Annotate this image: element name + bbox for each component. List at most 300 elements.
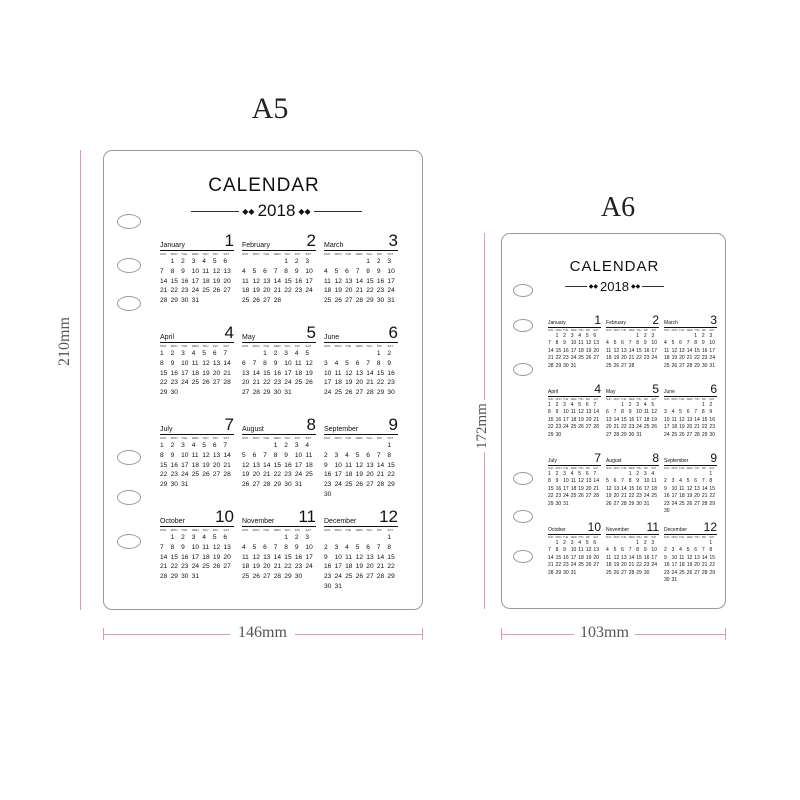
day-cell: 24 xyxy=(191,287,200,295)
day-cell: 16 xyxy=(664,562,670,569)
weekday-header-row xyxy=(548,329,601,332)
day-cell: 15 xyxy=(694,347,700,354)
day-cell: 9 xyxy=(563,547,566,554)
day-cell: 18 xyxy=(664,355,670,362)
day-cell: 25 xyxy=(202,287,210,295)
day-cell: 30 xyxy=(273,389,282,397)
day-cell: 2 xyxy=(284,442,288,449)
day-cell: 2 xyxy=(643,540,647,546)
day-cell: 17 xyxy=(563,416,569,423)
day-cell: 5 xyxy=(613,340,617,347)
weekday-label: THU xyxy=(636,536,642,539)
day-cell: 25 xyxy=(345,573,353,581)
day-cell: 20 xyxy=(223,277,231,285)
day-cell: 23 xyxy=(628,424,635,431)
day-cell: 2 xyxy=(628,402,632,408)
day-cell: 3 xyxy=(636,402,640,408)
day-cell: 2 xyxy=(555,402,559,408)
day-cell: 26 xyxy=(355,573,364,581)
day-cell: 13 xyxy=(366,553,374,561)
weekday-label: THU xyxy=(636,467,642,470)
weekday-label: TUE xyxy=(345,344,352,348)
day-cell: 24 xyxy=(570,355,577,362)
day-cell: 3 xyxy=(671,478,675,485)
day-cell: 17 xyxy=(664,424,670,431)
day-cell: 4 xyxy=(570,402,574,408)
day-cell: 23 xyxy=(555,493,562,500)
day-cell: 12 xyxy=(252,553,260,561)
day-cell: 15 xyxy=(709,485,715,492)
day-grid xyxy=(324,441,398,500)
day-cell: 28 xyxy=(223,471,231,479)
day-cell: 7 xyxy=(273,543,278,551)
day-cell: 24 xyxy=(294,471,303,479)
weekday-label: SAT xyxy=(593,536,599,539)
day-cell: 27 xyxy=(585,424,592,431)
day-cell: 9 xyxy=(555,478,559,485)
day-cell: 23 xyxy=(563,355,569,362)
day-cell: 20 xyxy=(621,355,627,362)
day-cell: 15 xyxy=(709,554,715,561)
day-cell: 9 xyxy=(170,451,175,459)
day-cell: 27 xyxy=(242,389,250,397)
day-cell: 24 xyxy=(664,431,670,438)
weekday-label: SAT xyxy=(387,436,394,440)
day-cell: 24 xyxy=(643,493,650,500)
weekday-label: SUN xyxy=(606,467,612,470)
weekday-label: SAT xyxy=(223,436,230,440)
day-cell: 17 xyxy=(181,369,189,377)
day-cell: 10 xyxy=(387,267,395,275)
rule-line xyxy=(565,286,587,287)
empty-day-cell xyxy=(687,402,695,409)
day-cell: 4 xyxy=(606,547,609,554)
day-cell: 30 xyxy=(170,481,178,489)
weekday-label: MON xyxy=(170,344,178,348)
day-cell: 4 xyxy=(305,442,310,449)
day-cell: 6 xyxy=(593,540,597,546)
day-cell: 30 xyxy=(324,490,332,498)
day-cell: 19 xyxy=(686,493,693,500)
month-block-october xyxy=(548,520,601,577)
empty-day-cell xyxy=(345,257,356,267)
day-cell: 20 xyxy=(263,563,271,571)
day-cell: 5 xyxy=(334,267,339,275)
day-cell: 15 xyxy=(621,416,627,423)
day-cell: 27 xyxy=(613,500,620,507)
day-cell: 11 xyxy=(242,277,249,285)
weekday-header-row xyxy=(324,252,398,256)
month-number: 3 xyxy=(388,231,398,250)
day-cell: 10 xyxy=(181,451,189,459)
day-cell: 21 xyxy=(366,379,374,387)
day-cell: 12 xyxy=(671,347,678,354)
month-number: 12 xyxy=(703,520,717,534)
day-cell: 30 xyxy=(709,431,715,438)
day-cell: 21 xyxy=(613,424,620,431)
weekday-label: FRI xyxy=(585,398,590,401)
month-block-december xyxy=(664,520,717,584)
day-cell: 5 xyxy=(355,451,360,459)
day-cell: 25 xyxy=(324,297,332,305)
empty-day-cell xyxy=(335,533,346,543)
day-cell: 31 xyxy=(334,582,342,590)
day-cell: 16 xyxy=(294,553,303,561)
day-cell: 15 xyxy=(263,369,271,377)
day-cell: 18 xyxy=(671,424,678,431)
month-name: November xyxy=(606,527,630,533)
day-cell: 2 xyxy=(563,333,566,339)
day-cell: 19 xyxy=(671,355,678,362)
day-cell: 28 xyxy=(593,493,599,500)
day-cell: 26 xyxy=(242,481,250,489)
day-cell: 26 xyxy=(606,500,612,507)
day-cell: 18 xyxy=(334,379,342,387)
day-cell: 28 xyxy=(593,424,599,431)
empty-day-cell xyxy=(629,333,637,340)
empty-day-cell xyxy=(253,257,264,267)
day-cell: 7 xyxy=(366,359,370,367)
day-cell: 7 xyxy=(694,409,698,416)
empty-day-cell xyxy=(253,349,264,359)
a6-size-label: A6 xyxy=(600,192,636,223)
day-cell: 2 xyxy=(181,258,185,265)
weekday-header-row xyxy=(606,398,659,401)
weekday-label: WED xyxy=(686,467,693,470)
day-cell: 3 xyxy=(643,471,647,477)
empty-day-cell xyxy=(629,540,637,547)
month-header xyxy=(664,520,717,535)
weekday-label: SUN xyxy=(324,528,331,532)
day-grid xyxy=(664,333,717,370)
day-cell: 19 xyxy=(613,355,620,362)
day-cell: 3 xyxy=(181,350,185,357)
binder-hole xyxy=(117,534,141,549)
day-cell: 11 xyxy=(202,267,210,275)
day-cell: 16 xyxy=(636,485,642,492)
day-cell: 14 xyxy=(701,554,708,561)
day-cell: 1 xyxy=(387,442,392,449)
day-cell: 26 xyxy=(305,379,313,387)
day-cell: 10 xyxy=(334,553,342,561)
day-cell: 18 xyxy=(345,563,353,571)
day-cell: 15 xyxy=(636,554,642,561)
day-cell: 13 xyxy=(345,277,353,285)
empty-day-cell xyxy=(377,441,388,451)
day-cell: 22 xyxy=(701,424,708,431)
day-cell: 4 xyxy=(202,534,206,541)
weekday-header-row xyxy=(324,436,398,440)
day-cell: 29 xyxy=(701,431,708,438)
day-cell: 5 xyxy=(202,442,206,449)
day-cell: 16 xyxy=(324,471,332,479)
weekday-label: SUN xyxy=(548,536,554,539)
month-number: 1 xyxy=(594,313,601,327)
day-cell: 5 xyxy=(305,350,310,357)
day-cell: 23 xyxy=(273,379,282,387)
month-number: 4 xyxy=(224,323,234,342)
weekday-label: MON xyxy=(334,252,342,256)
day-cell: 19 xyxy=(212,553,221,561)
day-cell: 26 xyxy=(355,481,364,489)
day-cell: 30 xyxy=(664,577,670,584)
day-cell: 12 xyxy=(613,347,620,354)
weekday-label: FRI xyxy=(701,398,706,401)
weekday-label: MON xyxy=(170,436,178,440)
day-cell: 19 xyxy=(252,563,260,571)
day-grid xyxy=(548,540,601,577)
day-cell: 24 xyxy=(570,562,577,569)
day-cell: 19 xyxy=(613,562,620,569)
empty-day-cell xyxy=(672,471,680,478)
weekday-label: FRI xyxy=(643,536,648,539)
binder-hole xyxy=(117,296,141,311)
empty-day-cell xyxy=(679,402,687,409)
empty-day-cell xyxy=(614,540,622,547)
day-cell: 20 xyxy=(694,562,700,569)
weekday-label: THU xyxy=(202,528,209,532)
weekday-label: WED xyxy=(355,252,363,256)
day-cell: 29 xyxy=(548,431,554,438)
day-grid xyxy=(606,471,659,508)
month-block-july xyxy=(160,417,234,490)
day-cell: 4 xyxy=(345,451,349,459)
day-cell: 6 xyxy=(686,409,690,416)
month-number: 8 xyxy=(306,415,316,434)
month-header xyxy=(664,313,717,328)
day-cell: 15 xyxy=(170,277,178,285)
day-cell: 11 xyxy=(570,478,576,485)
weekday-header-row xyxy=(242,252,316,256)
day-cell: 8 xyxy=(548,478,551,485)
day-cell: 20 xyxy=(212,461,221,469)
day-cell: 23 xyxy=(563,562,569,569)
day-cell: 21 xyxy=(701,562,708,569)
binder-hole xyxy=(513,284,533,297)
day-cell: 26 xyxy=(334,297,342,305)
weekday-label: THU xyxy=(366,436,373,440)
day-cell: 12 xyxy=(212,543,221,551)
day-cell: 25 xyxy=(305,471,313,479)
month-header xyxy=(160,233,234,251)
day-cell: 2 xyxy=(170,350,175,357)
day-cell: 20 xyxy=(366,563,374,571)
weekday-label: SAT xyxy=(223,252,230,256)
day-cell: 5 xyxy=(242,451,246,459)
day-cell: 30 xyxy=(701,362,708,369)
day-cell: 6 xyxy=(679,340,682,347)
weekday-label: SAT xyxy=(651,536,657,539)
day-cell: 4 xyxy=(643,402,647,408)
day-cell: 5 xyxy=(578,471,582,477)
day-cell: 25 xyxy=(242,573,250,581)
weekday-label: THU xyxy=(202,252,209,256)
day-cell: 22 xyxy=(284,287,292,295)
binder-hole xyxy=(117,214,141,229)
day-cell: 21 xyxy=(593,485,599,492)
day-cell: 11 xyxy=(664,347,670,354)
day-cell: 12 xyxy=(686,554,693,561)
day-cell: 27 xyxy=(621,362,627,369)
day-cell: 17 xyxy=(651,347,657,354)
day-cell: 30 xyxy=(563,569,569,576)
day-cell: 15 xyxy=(284,277,292,285)
day-cell: 6 xyxy=(366,451,370,459)
weekday-label: SAT xyxy=(593,398,599,401)
month-block-june xyxy=(324,325,398,398)
day-cell: 6 xyxy=(621,547,624,554)
day-cell: 25 xyxy=(345,481,353,489)
day-cell: 16 xyxy=(563,554,569,561)
day-cell: 1 xyxy=(376,350,381,357)
day-cell: 28 xyxy=(223,379,231,387)
weekday-label: MON xyxy=(671,398,678,401)
day-cell: 6 xyxy=(223,258,228,265)
month-header xyxy=(160,509,234,527)
day-cell: 14 xyxy=(613,416,620,423)
weekday-header-row xyxy=(160,252,234,256)
weekday-label: TUE xyxy=(563,467,569,470)
rule-line xyxy=(642,286,664,287)
weekday-label: TUE xyxy=(263,528,270,532)
month-number: 5 xyxy=(652,382,659,396)
day-cell: 18 xyxy=(345,471,353,479)
day-cell: 11 xyxy=(345,461,352,469)
month-name: December xyxy=(324,518,357,525)
day-cell: 27 xyxy=(593,355,599,362)
day-cell: 29 xyxy=(263,389,271,397)
day-cell: 24 xyxy=(651,562,657,569)
day-cell: 11 xyxy=(679,554,685,561)
day-cell: 31 xyxy=(181,481,189,489)
day-grid xyxy=(664,471,717,515)
empty-day-cell xyxy=(274,257,285,267)
day-cell: 9 xyxy=(181,267,185,275)
day-cell: 19 xyxy=(578,485,584,492)
day-cell: 11 xyxy=(305,451,313,459)
day-cell: 13 xyxy=(355,369,364,377)
weekday-label: THU xyxy=(366,252,373,256)
weekday-label: THU xyxy=(202,436,209,440)
day-cell: 24 xyxy=(387,287,395,295)
day-cell: 3 xyxy=(305,534,310,541)
day-cell: 7 xyxy=(223,442,228,449)
day-cell: 11 xyxy=(578,340,584,347)
day-cell: 28 xyxy=(263,481,271,489)
day-cell: 25 xyxy=(651,493,657,500)
day-cell: 12 xyxy=(585,547,592,554)
weekday-label: THU xyxy=(578,467,584,470)
month-block-november xyxy=(242,509,316,582)
weekday-label: WED xyxy=(628,398,635,401)
day-cell: 18 xyxy=(679,493,685,500)
weekday-label: FRI xyxy=(701,329,706,332)
day-cell: 11 xyxy=(606,347,612,354)
day-cell: 31 xyxy=(284,389,292,397)
month-header xyxy=(606,451,659,466)
month-block-january xyxy=(548,313,601,370)
empty-day-cell xyxy=(702,471,710,478)
weekday-label: MON xyxy=(252,528,260,532)
day-cell: 9 xyxy=(324,461,328,469)
day-cell: 2 xyxy=(563,540,566,546)
empty-day-cell xyxy=(614,402,622,409)
month-block-march xyxy=(664,313,717,370)
day-cell: 8 xyxy=(376,359,381,367)
day-cell: 10 xyxy=(651,340,657,347)
day-cell: 27 xyxy=(585,493,592,500)
a6-calendar-title: CALENDAR xyxy=(569,258,660,275)
day-cell: 10 xyxy=(305,543,313,551)
day-cell: 26 xyxy=(212,563,221,571)
weekday-label: WED xyxy=(686,329,693,332)
day-cell: 18 xyxy=(570,416,577,423)
weekday-label: SUN xyxy=(160,252,167,256)
day-cell: 5 xyxy=(679,409,682,416)
day-cell: 7 xyxy=(701,478,705,485)
day-cell: 19 xyxy=(606,493,612,500)
day-cell: 26 xyxy=(212,287,221,295)
weekday-label: WED xyxy=(570,329,577,332)
month-header xyxy=(324,233,398,251)
month-header xyxy=(160,325,234,343)
day-cell: 15 xyxy=(376,369,385,377)
day-cell: 3 xyxy=(191,258,196,265)
weekday-label: MON xyxy=(334,436,342,440)
a6-calendar-card xyxy=(501,233,726,609)
day-cell: 6 xyxy=(606,409,609,416)
day-cell: 9 xyxy=(294,267,299,275)
day-cell: 21 xyxy=(701,493,708,500)
empty-day-cell xyxy=(324,441,335,451)
day-cell: 5 xyxy=(613,547,617,554)
day-cell: 17 xyxy=(324,379,332,387)
day-cell: 12 xyxy=(355,553,364,561)
day-cell: 28 xyxy=(376,573,385,581)
weekday-label: FRI xyxy=(585,536,590,539)
day-cell: 2 xyxy=(273,350,278,357)
weekday-label: SUN xyxy=(664,467,670,470)
day-cell: 7 xyxy=(263,451,267,459)
day-cell: 6 xyxy=(694,547,698,554)
day-cell: 25 xyxy=(664,362,670,369)
weekday-label: WED xyxy=(355,528,363,532)
day-cell: 4 xyxy=(191,350,196,357)
day-cell: 29 xyxy=(709,569,715,576)
weekday-label: MON xyxy=(613,536,620,539)
day-cell: 20 xyxy=(345,287,353,295)
empty-day-cell xyxy=(679,333,687,340)
day-cell: 7 xyxy=(686,340,690,347)
weekday-label: FRI xyxy=(376,344,382,348)
day-cell: 21 xyxy=(621,493,627,500)
month-name: April xyxy=(548,389,559,395)
weekday-label: THU xyxy=(202,344,209,348)
day-cell: 24 xyxy=(636,424,642,431)
month-block-october xyxy=(160,509,234,582)
empty-day-cell xyxy=(242,349,253,359)
day-cell: 11 xyxy=(242,553,249,561)
day-cell: 1 xyxy=(170,534,175,541)
diamond-ornament-icon: ◆◆ xyxy=(588,283,599,290)
day-cell: 23 xyxy=(643,355,650,362)
weekday-label: TUE xyxy=(345,252,352,256)
day-cell: 14 xyxy=(548,347,554,354)
day-cell: 24 xyxy=(181,379,189,387)
day-cell: 2 xyxy=(664,478,667,485)
day-cell: 22 xyxy=(263,379,271,387)
day-cell: 3 xyxy=(284,350,288,357)
